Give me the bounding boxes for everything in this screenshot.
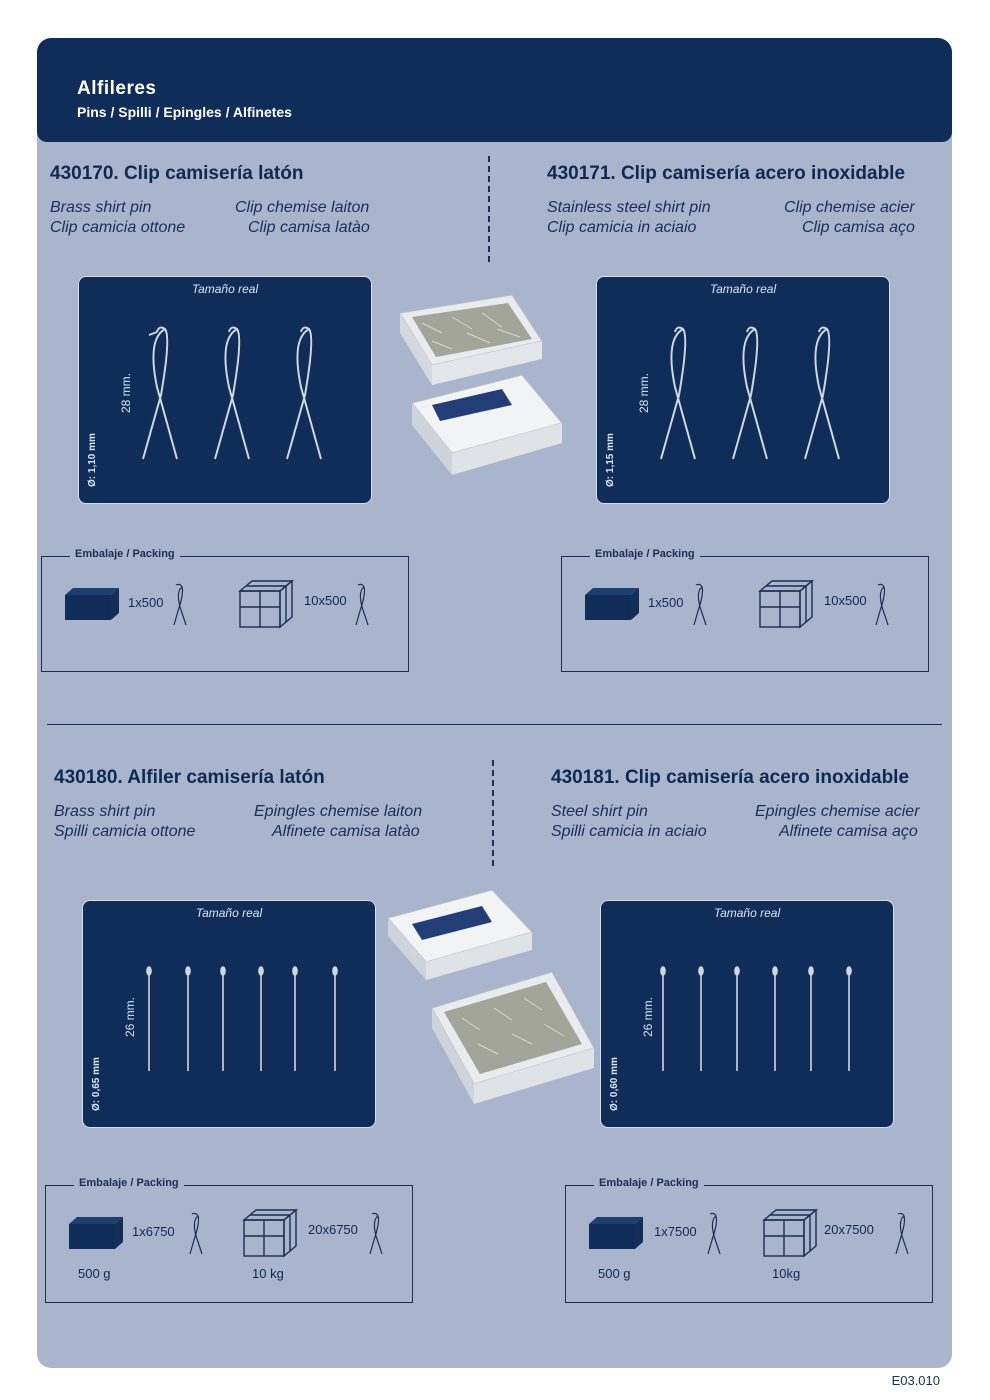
- product-title: 430180. Alfiler camisería latón: [54, 767, 325, 788]
- page-code: E03.010: [891, 1373, 940, 1388]
- pack-small-qty: 1x7500: [654, 1224, 697, 1239]
- panel-label: Tamaño real: [713, 906, 781, 920]
- pin-icon: [170, 583, 190, 627]
- carton-box-icon: [758, 579, 814, 629]
- single-box-icon: [588, 1216, 644, 1250]
- diameter-label: Ø: 1,10 mm: [87, 433, 98, 487]
- straight-pins-illustration: [601, 901, 893, 1127]
- product-name-it: Clip camicia ottone: [50, 219, 186, 236]
- product-name-pt: Clip camisa latào: [248, 219, 370, 236]
- divider-vertical-bottom: [492, 760, 494, 866]
- packing-box: [565, 1177, 933, 1303]
- pin-icon: [186, 1212, 206, 1256]
- packing-box: [45, 1177, 413, 1303]
- product-name-pt: Clip camisa aço: [802, 219, 915, 236]
- carton-box-icon: [762, 1208, 818, 1258]
- length-label: 26 mm.: [641, 996, 655, 1037]
- page-title: Alfileres: [77, 78, 157, 99]
- product-name-en: Brass shirt pin: [54, 803, 156, 820]
- pin-icon: [352, 583, 372, 627]
- product-box-photo: [392, 293, 572, 483]
- diameter-label: Ø: 0,60 mm: [609, 1057, 620, 1111]
- product-name-fr: Clip chemise laiton: [235, 199, 370, 216]
- length-label: 28 mm.: [637, 372, 651, 413]
- product-name-fr: Clip chemise acier: [784, 199, 915, 216]
- real-size-panel: [82, 900, 376, 1128]
- product-title: 430170. Clip camisería latón: [50, 163, 304, 184]
- product-title: 430171. Clip camisería acero inoxidable: [547, 163, 906, 184]
- weight-small: 500 g: [78, 1266, 111, 1281]
- page-subtitle: Pins / Spilli / Epingles / Alfinetes: [77, 104, 292, 120]
- divider-vertical-top: [488, 156, 490, 262]
- packing-box: [561, 548, 929, 672]
- pin-icon: [690, 583, 710, 627]
- pin-icon: [892, 1212, 912, 1256]
- pack-small-qty: 1x6750: [132, 1224, 175, 1239]
- pin-icon: [872, 583, 892, 627]
- pack-large-qty: 10x500: [304, 593, 347, 608]
- weight-large: 10kg: [772, 1266, 801, 1281]
- panel-label: Tamaño real: [195, 906, 263, 920]
- length-label: 28 mm.: [119, 372, 133, 413]
- carton-box-icon: [242, 1208, 298, 1258]
- straight-pins-illustration: [83, 901, 375, 1127]
- carton-box-icon: [238, 579, 294, 629]
- length-label: 26 mm.: [123, 996, 137, 1037]
- product-name-it: Spilli camicia in aciaio: [551, 823, 707, 840]
- pack-large-qty: 10x500: [824, 593, 867, 608]
- single-box-icon: [584, 587, 640, 621]
- real-size-panel: [596, 276, 890, 504]
- product-name-it: Clip camicia in aciaio: [547, 219, 697, 236]
- product-name-fr: Epingles chemise acier: [755, 803, 920, 820]
- product-name-en: Stainless steel shirt pin: [547, 199, 711, 216]
- packing-label: Embalaje / Packing: [594, 1177, 704, 1189]
- product-name-en: Brass shirt pin: [50, 199, 152, 216]
- single-box-icon: [68, 1216, 124, 1250]
- product-name-en: Steel shirt pin: [551, 803, 648, 820]
- pin-icon: [366, 1212, 386, 1256]
- product-name-fr: Epingles chemise laiton: [254, 803, 423, 820]
- diameter-label: Ø: 1,15 mm: [605, 433, 616, 487]
- page-header: [37, 38, 952, 142]
- packing-label: Embalaje / Packing: [590, 548, 700, 560]
- panel-label: Tamaño real: [709, 282, 777, 296]
- packing-label: Embalaje / Packing: [74, 1177, 184, 1189]
- divider-horizontal: [47, 724, 942, 725]
- diameter-label: Ø: 0,65 mm: [91, 1057, 102, 1111]
- product-name-it: Spilli camicia ottone: [54, 823, 196, 840]
- pack-large-qty: 20x6750: [308, 1222, 358, 1237]
- pack-large-qty: 20x7500: [824, 1222, 874, 1237]
- catalog-page: [37, 38, 952, 1368]
- single-box-icon: [64, 587, 120, 621]
- pack-small-qty: 1x500: [128, 595, 164, 610]
- packing-box: [41, 548, 409, 672]
- clip-pins-illustration: [597, 277, 889, 503]
- pin-icon: [704, 1212, 724, 1256]
- product-box-photo: [382, 888, 602, 1108]
- real-size-panel: [78, 276, 372, 504]
- weight-large: 10 kg: [252, 1266, 284, 1281]
- real-size-panel: [600, 900, 894, 1128]
- pack-small-qty: 1x500: [648, 595, 684, 610]
- product-name-pt: Alfinete camisa latào: [272, 823, 420, 840]
- product-name-pt: Alfinete camisa aço: [779, 823, 918, 840]
- product-title: 430181. Clip camisería acero inoxidable: [551, 767, 910, 788]
- packing-label: Embalaje / Packing: [70, 548, 180, 560]
- weight-small: 500 g: [598, 1266, 631, 1281]
- panel-label: Tamaño real: [191, 282, 259, 296]
- clip-pins-illustration: [79, 277, 371, 503]
